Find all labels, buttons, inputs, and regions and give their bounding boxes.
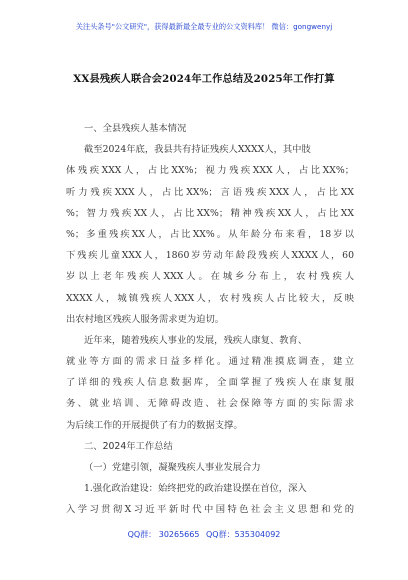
paragraph-line: %；多重残疾XX人，占比XX%。从年龄分布来看，18岁以: [66, 228, 354, 240]
footer-contact: [0, 529, 408, 540]
section-heading-1: 一、全县残疾人基本情况: [84, 123, 187, 134]
paragraph-line: 出农村地区残疾人服务需求更为迫切。: [66, 313, 225, 325]
paragraph-line: 为后续工作的开展提供了有力的数据支撑。: [66, 419, 243, 431]
document-body: [66, 118, 354, 521]
paragraph-line: XXXX人，城镇残疾人XXX人，农村残疾人占比较大，反映: [66, 292, 354, 304]
paragraph-line: 岁以上老年残疾人XXX人。在城乡分布上，农村残疾人: [66, 271, 354, 283]
paragraph-line: 务、就业培训、无障碍改造、社会保障等方面的实际需求: [66, 398, 354, 410]
footer-qq-group-1: QQ群： 30265665: [127, 530, 200, 539]
paragraph-line: 入学习贯彻X习近平新时代中国特色社会主义思想和党的: [66, 504, 354, 516]
paragraph-line: 听力残疾XXX人，占比XX%；言语残疾XXX人，占比XX: [66, 186, 354, 198]
document-title: XX县残疾人联合会2024年工作总结及2025年工作打算: [73, 73, 335, 85]
subsection-heading-1: （一）党建引领，凝聚残疾人事业发展合力: [84, 462, 261, 473]
paragraph-line: 1.强化政治建设：始终把党的政治建设摆在首位，深入: [84, 483, 307, 495]
paragraph-line: 下残疾儿童XXX人，1860岁劳动年龄段残疾人XXXX人，60: [66, 250, 354, 262]
header-banner: 关注头条号"公文研究"，获得最新最全最专业的公文资料库！ 微信：gongwenyj: [75, 22, 333, 31]
paragraph-line: 近年来，随着残疾人事业的发展，残疾人康复、教育、: [84, 334, 308, 346]
footer-qq-group-2: QQ群：535304092: [206, 530, 281, 539]
paragraph-line: 了详细的残疾人信息数据库，全面掌握了残疾人在康复服: [66, 377, 354, 389]
paragraph-line: 就业等方面的需求日益多样化。通过精准摸底调查，建立: [66, 356, 354, 368]
paragraph-line: %；智力残疾XX人，占比XX%；精神残疾XX人，占比XX: [66, 207, 354, 219]
paragraph-line: 体残疾XXX人，占比XX%；视力残疾XXX人，占比XX%；: [66, 165, 354, 177]
paragraph-line: 截至2024年底，我县共有持证残疾人XXXX人，其中肢: [84, 144, 311, 156]
section-heading-2: 二、2024年工作总结: [84, 440, 173, 452]
